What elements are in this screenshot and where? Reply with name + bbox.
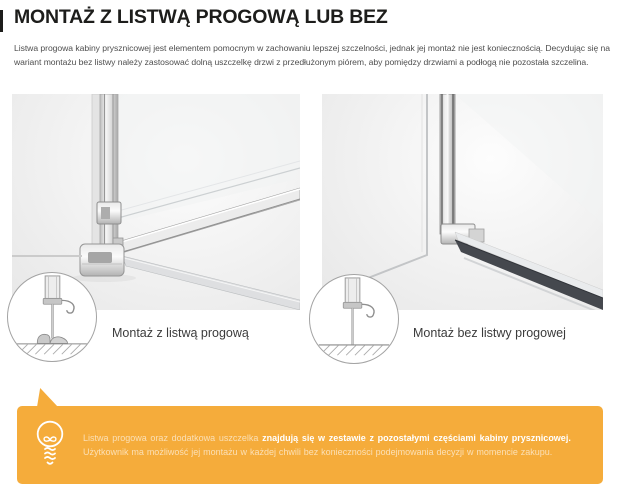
lightbulb-icon: [30, 419, 70, 471]
detail-circle-without-strip: [309, 274, 399, 364]
page-edge-mark: [0, 10, 3, 32]
note-text: [83, 431, 571, 460]
note-lead-text: Listwa progowa oraz dodatkowa uszczelka: [83, 432, 259, 443]
note-banner: [17, 406, 603, 484]
note-line-2: Użytkownik ma możliwość jej montażu w każdej chwili bez konieczności podejmowania decyzji w momencie zakupu.: [83, 447, 553, 457]
note-line-1: [83, 431, 571, 446]
caption-with-strip: Montaż z listwą progową: [112, 326, 249, 340]
detail-circle-with-strip: [7, 272, 97, 362]
note-banner-tail: [37, 388, 58, 407]
caption-without-strip: Montaż bez listwy progowej: [413, 326, 566, 340]
note-lead-bold-text: znajdują się w zestawie z pozostałymi częściami kabiny prysznicowej.: [262, 432, 571, 443]
seal-to-floor-cross-section-icon: [310, 275, 398, 363]
page-title: MONTAŻ Z LISTWĄ PROGOWĄ LUB BEZ: [14, 6, 388, 28]
seal-over-strip-cross-section-icon: [8, 273, 96, 361]
intro-paragraph: Listwa progowa kabiny prysznicowej jest elementem pomocnym w zachowaniu lepszej szczelności, jednak jej montaż nie jest koniecznością. Decydując się na wariant montażu bez listwy należy zastosować dolną uszczelkę drzwi z przedłużonym piórem, aby pomiędzy drzwiami a podłogą nie pozostała szczelina.: [14, 43, 610, 67]
